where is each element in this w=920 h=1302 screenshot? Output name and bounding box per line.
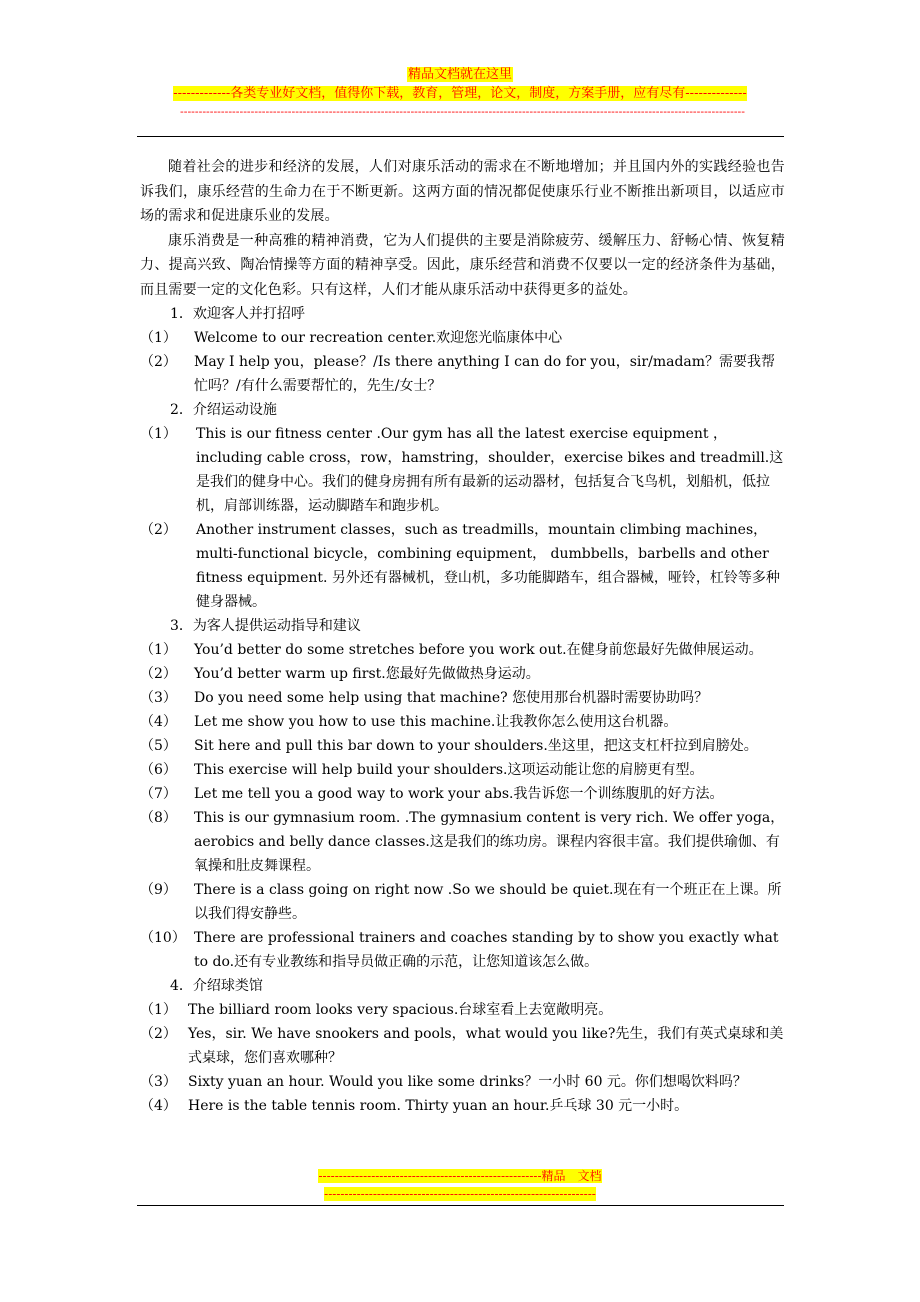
item-number: （8）: [140, 810, 177, 826]
section-heading: 4．介绍球类馆: [170, 978, 263, 994]
list-item: [140, 710, 785, 734]
header-dashes: --------------------------------------------------------------------------------------------------------------------------------------------------------: [180, 105, 745, 118]
item-text: Sixty yuan an hour. Would you like some drinks？一小时 60 元。你们想喝饮料吗？: [188, 1074, 747, 1090]
list-item: [140, 926, 785, 974]
item-text: You’d better warm up first.您最好先做做热身运动。: [194, 666, 540, 682]
item-number: （1）: [140, 330, 177, 346]
intro-paragraph-1: 随着社会的进步和经济的发展，人们对康乐活动的需求在不断地增加；并且国内外的实践经验也告诉我们，康乐经营的生命力在于不断更新。这两方面的情况都促使康乐行业不断推出新项目，以适应市场的需求和促进康乐业的发展。: [140, 159, 785, 224]
item-number: （3）: [140, 1074, 177, 1090]
section-4: [140, 974, 785, 1118]
item-number: （2）: [140, 1026, 177, 1042]
item-text: The billiard room looks very spacious.台球室看上去宽敞明亮。: [188, 1002, 613, 1018]
list-item: [140, 662, 785, 686]
list-item: [140, 1094, 785, 1118]
item-number: （4）: [140, 1098, 177, 1114]
item-text: Let me show you how to use this machine.让我教你怎么使用这台机器。: [194, 714, 678, 730]
section-3: [140, 614, 785, 974]
item-number: （7）: [140, 786, 177, 802]
item-number: （1）: [140, 1002, 177, 1018]
item-text: May I help you，please？/Is there anything I can do for you，sir/madam？需要我帮忙吗？/有什么需要帮忙的，先生/女士？: [194, 354, 776, 394]
list-item: [140, 998, 785, 1022]
header-rule: [137, 136, 784, 137]
item-text: Here is the table tennis room. Thirty yuan an hour.乒乓球 30 元一小时。: [188, 1098, 689, 1114]
list-item: [140, 518, 785, 614]
footer-line-1: -------------------------------------------------------精品 文档: [318, 1169, 602, 1183]
item-number: （9）: [140, 882, 177, 898]
item-number: （5）: [140, 738, 177, 754]
section-1: [140, 302, 785, 398]
item-text: This is our gymnasium room. .The gymnasium content is very rich. We offer yoga，aerobics and belly dance classes.这是我们的练功房。课程内容很丰富。我们提供瑜伽、有氧操和肚皮舞课程。: [194, 810, 785, 874]
list-item: [140, 878, 785, 926]
item-number: （4）: [140, 714, 177, 730]
item-text: This is our fitness center .Our gym has all the latest exercise equipment ，including cable cross，row，hamstring，shoulder，exercise bikes and treadmill.这是我们的健身中心。我们的健身房拥有所有最新的运动器材，包括复合飞鸟机，划船机，低拉机，肩部训练器，运动脚踏车和跑步机。: [196, 426, 784, 514]
item-text: Yes，sir. We have snookers and pools，what would you like?先生，我们有英式桌球和美式桌球，您们喜欢哪种？: [188, 1026, 784, 1066]
item-number: （6）: [140, 762, 177, 778]
list-item: [140, 326, 785, 350]
list-item: [140, 806, 785, 878]
item-text: Let me tell you a good way to work your abs.我告诉您一个训练腹肌的好方法。: [194, 786, 724, 802]
footer-line-2: -------------------------------------------------------------------: [324, 1187, 596, 1201]
item-text: You’d better do some stretches before you work out.在健身前您最好先做伸展运动。: [194, 642, 763, 658]
item-number: （3）: [140, 690, 177, 706]
list-item: [140, 1070, 785, 1094]
item-number: （1）: [140, 642, 177, 658]
item-text: This exercise will help build your shoulders.这项运动能让您的肩膀更有型。: [194, 762, 704, 778]
list-item: [140, 350, 785, 398]
item-number: （2）: [140, 522, 177, 538]
item-number: （2）: [140, 666, 177, 682]
item-text: Do you need some help using that machine? 您使用那台机器时需要协助吗？: [194, 690, 709, 706]
item-text: Welcome to our recreation center.欢迎您光临康体中心: [194, 330, 563, 346]
item-text: There are professional trainers and coaches standing by to show you exactly what to do.还有专业教练和指导员做正确的示范，让您知道该怎么做。: [194, 930, 779, 970]
item-number: （10）: [140, 930, 186, 946]
item-text: Another instrument classes，such as treadmills，mountain climbing machines，multi-functional bicycle，combining equipment， dumbbells，barbells and other fitness equipment. 另外还有器械机，登山机，多功能脚踏车，组合器械，哑铃，杠铃等多种健身器械。: [196, 522, 780, 610]
intro-paragraph-2: 康乐消费是一种高雅的精神消费，它为人们提供的主要是消除疲劳、缓解压力、舒畅心情、恢复精力、提高兴致、陶冶情操等方面的精神享受。因此，康乐经营和消费不仅要以一定的经济条件为基础，而且需要一定的文化色彩。只有这样，人们才能从康乐活动中获得更多的益处。: [140, 232, 785, 298]
item-number: （1）: [140, 426, 177, 442]
header-title: 精品文档就在这里: [407, 67, 512, 82]
item-number: （2）: [140, 354, 177, 370]
section-heading: 3．为客人提供运动指导和建议: [170, 618, 361, 634]
list-item: [140, 686, 785, 710]
item-text: Sit here and pull this bar down to your shoulders.坐这里，把这支杠杆拉到肩膀处。: [194, 738, 758, 754]
list-item: [140, 1022, 785, 1070]
item-text: There is a class going on right now .So we should be quiet.现在有一个班正在上课。所以我们得安静些。: [194, 882, 782, 922]
header-subtitle: -------------各类专业好文档，值得你下载，教育，管理，论文，制度，方案手册，应有尽有--------------: [173, 86, 747, 101]
list-item: [140, 734, 785, 758]
document-body: [140, 155, 785, 1118]
section-heading: 1．欢迎客人并打招呼: [170, 306, 305, 322]
list-item: [140, 782, 785, 806]
list-item: [140, 758, 785, 782]
footer-rule: [137, 1205, 784, 1206]
section-2: [140, 398, 785, 614]
list-item: [140, 638, 785, 662]
list-item: [140, 422, 785, 518]
section-heading: 2．介绍运动设施: [170, 402, 277, 418]
